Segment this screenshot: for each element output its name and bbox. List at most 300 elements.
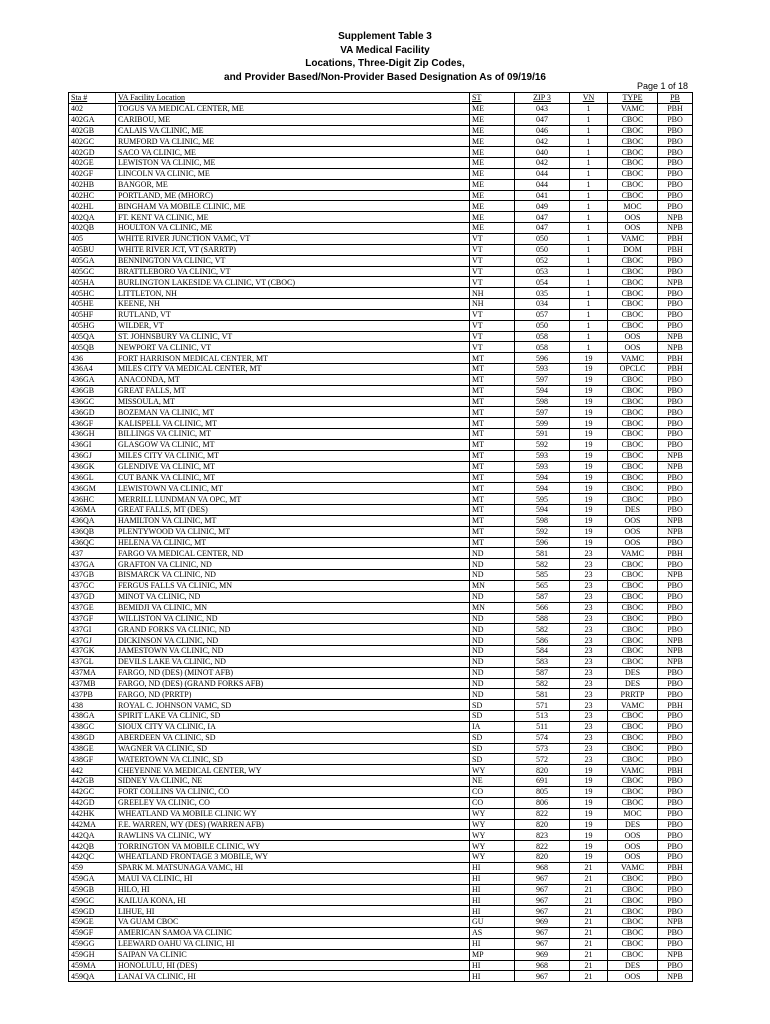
cell-station: 402GE: [69, 158, 116, 169]
cell-state: ME: [470, 136, 515, 147]
cell-pb: PBO: [658, 299, 693, 310]
table-row: [69, 537, 693, 548]
cell-facility: SPARK M. MATSUNAGA VAMC, HI: [116, 862, 470, 873]
cell-zip3: 592: [515, 440, 570, 451]
cell-pb: PBO: [658, 808, 693, 819]
cell-zip3: 583: [515, 656, 570, 667]
cell-pb: PBO: [658, 667, 693, 678]
cell-facility: GRAND FORKS VA CLINIC, ND: [116, 624, 470, 635]
cell-station: 405HC: [69, 288, 116, 299]
cell-pb: PBO: [658, 830, 693, 841]
cell-station: 459GD: [69, 906, 116, 917]
cell-state: ND: [470, 667, 515, 678]
cell-facility: BENNINGTON VA CLINIC, VT: [116, 255, 470, 266]
cell-station: 436GH: [69, 429, 116, 440]
cell-vn: 23: [570, 656, 608, 667]
cell-type: CBOC: [608, 895, 658, 906]
cell-zip3: 035: [515, 288, 570, 299]
cell-zip3: 823: [515, 830, 570, 841]
cell-station: 438GF: [69, 754, 116, 765]
cell-type: CBOC: [608, 407, 658, 418]
cell-state: HI: [470, 960, 515, 971]
cell-type: DES: [608, 678, 658, 689]
cell-zip3: 050: [515, 233, 570, 244]
cell-type: OOS: [608, 852, 658, 863]
cell-state: HI: [470, 895, 515, 906]
cell-type: CBOC: [608, 797, 658, 808]
facility-table: [68, 92, 693, 982]
cell-type: MOC: [608, 808, 658, 819]
cell-zip3: 058: [515, 342, 570, 353]
cell-vn: 1: [570, 223, 608, 234]
cell-state: IA: [470, 721, 515, 732]
table-row: [69, 971, 693, 982]
cell-pb: NPB: [658, 917, 693, 928]
cell-facility: CARIBOU, ME: [116, 114, 470, 125]
table-row: [69, 255, 693, 266]
cell-pb: NPB: [658, 971, 693, 982]
cell-station: 405QA: [69, 331, 116, 342]
cell-facility: MAUI VA CLINIC, HI: [116, 873, 470, 884]
cell-station: 437: [69, 548, 116, 559]
cell-pb: PBO: [658, 505, 693, 516]
table-row: [69, 732, 693, 743]
cell-facility: WHEATLAND FRONTAGE 3 MOBILE, WY: [116, 852, 470, 863]
cell-station: 437GF: [69, 613, 116, 624]
cell-vn: 23: [570, 591, 608, 602]
cell-state: ND: [470, 678, 515, 689]
cell-station: 437GC: [69, 580, 116, 591]
cell-zip3: 597: [515, 374, 570, 385]
cell-vn: 1: [570, 125, 608, 136]
cell-type: OOS: [608, 830, 658, 841]
cell-type: CBOC: [608, 873, 658, 884]
cell-pb: PBH: [658, 353, 693, 364]
cell-zip3: 967: [515, 971, 570, 982]
table-row: [69, 364, 693, 375]
cell-pb: NPB: [658, 646, 693, 657]
cell-state: NH: [470, 299, 515, 310]
cell-pb: PBH: [658, 364, 693, 375]
cell-station: 442QB: [69, 841, 116, 852]
cell-vn: 23: [570, 548, 608, 559]
cell-state: SD: [470, 711, 515, 722]
cell-facility: MERRILL LUNDMAN VA OPC, MT: [116, 494, 470, 505]
cell-state: SD: [470, 743, 515, 754]
cell-station: 436A4: [69, 364, 116, 375]
cell-type: CBOC: [608, 440, 658, 451]
cell-zip3: 593: [515, 450, 570, 461]
cell-station: 436GD: [69, 407, 116, 418]
table-row: [69, 114, 693, 125]
cell-zip3: 571: [515, 700, 570, 711]
cell-pb: PBO: [658, 895, 693, 906]
cell-facility: ANACONDA, MT: [116, 374, 470, 385]
table-row: [69, 960, 693, 971]
cell-facility: F.E. WARREN, WY (DES) (WARREN AFB): [116, 819, 470, 830]
table-row: [69, 776, 693, 787]
cell-type: CBOC: [608, 309, 658, 320]
cell-zip3: 593: [515, 364, 570, 375]
cell-facility: SAIPAN VA CLINIC: [116, 949, 470, 960]
cell-station: 436GC: [69, 396, 116, 407]
table-row: [69, 505, 693, 516]
cell-station: 442GC: [69, 787, 116, 798]
cell-vn: 23: [570, 646, 608, 657]
cell-type: CBOC: [608, 179, 658, 190]
cell-zip3: 572: [515, 754, 570, 765]
cell-facility: SPIRIT LAKE VA CLINIC, SD: [116, 711, 470, 722]
cell-state: MT: [470, 461, 515, 472]
cell-station: 438: [69, 700, 116, 711]
cell-facility: RAWLINS VA CLINIC, WY: [116, 830, 470, 841]
cell-station: 442: [69, 765, 116, 776]
table-row: [69, 927, 693, 938]
cell-vn: 1: [570, 233, 608, 244]
cell-pb: PBH: [658, 244, 693, 255]
cell-type: CBOC: [608, 580, 658, 591]
cell-pb: NPB: [658, 515, 693, 526]
cell-state: MT: [470, 385, 515, 396]
cell-station: 437GL: [69, 656, 116, 667]
cell-vn: 1: [570, 277, 608, 288]
cell-vn: 23: [570, 689, 608, 700]
cell-vn: 19: [570, 472, 608, 483]
cell-facility: FORT HARRISON MEDICAL CENTER, MT: [116, 353, 470, 364]
cell-facility: AMERICAN SAMOA VA CLINIC: [116, 927, 470, 938]
cell-pb: PBO: [658, 255, 693, 266]
table-row: [69, 819, 693, 830]
table-row: [69, 440, 693, 451]
cell-pb: NPB: [658, 526, 693, 537]
cell-type: OOS: [608, 537, 658, 548]
cell-facility: WILLISTON VA CLINIC, ND: [116, 613, 470, 624]
cell-zip3: 573: [515, 743, 570, 754]
cell-type: CBOC: [608, 938, 658, 949]
cell-pb: PBO: [658, 494, 693, 505]
cell-station: 402GD: [69, 147, 116, 158]
cell-vn: 19: [570, 440, 608, 451]
cell-type: VAMC: [608, 700, 658, 711]
cell-pb: PBO: [658, 678, 693, 689]
cell-zip3: 598: [515, 396, 570, 407]
cell-pb: PBO: [658, 787, 693, 798]
table-row: [69, 158, 693, 169]
cell-vn: 19: [570, 797, 608, 808]
cell-facility: FARGO, ND (DES) (MINOT AFB): [116, 667, 470, 678]
cell-facility: MILES CITY VA MEDICAL CENTER, MT: [116, 364, 470, 375]
cell-zip3: 047: [515, 114, 570, 125]
cell-type: CBOC: [608, 158, 658, 169]
cell-vn: 1: [570, 114, 608, 125]
cell-pb: NPB: [658, 949, 693, 960]
table-row: [69, 385, 693, 396]
cell-station: 436QC: [69, 537, 116, 548]
cell-state: ND: [470, 624, 515, 635]
cell-type: DES: [608, 505, 658, 516]
cell-type: CBOC: [608, 711, 658, 722]
cell-state: ND: [470, 656, 515, 667]
cell-vn: 19: [570, 515, 608, 526]
cell-state: ME: [470, 125, 515, 136]
cell-state: HI: [470, 862, 515, 873]
table-row: [69, 580, 693, 591]
cell-zip3: 969: [515, 917, 570, 928]
table-row: [69, 591, 693, 602]
cell-vn: 19: [570, 483, 608, 494]
title-line-3: Locations, Three-Digit Zip Codes,: [305, 58, 465, 70]
cell-pb: PBH: [658, 548, 693, 559]
cell-state: SD: [470, 732, 515, 743]
table-row: [69, 862, 693, 873]
cell-vn: 19: [570, 396, 608, 407]
cell-state: ND: [470, 548, 515, 559]
table-row: [69, 895, 693, 906]
cell-facility: MISSOULA, MT: [116, 396, 470, 407]
cell-facility: BISMARCK VA CLINIC, ND: [116, 570, 470, 581]
table-row: [69, 461, 693, 472]
cell-facility: BEMIDJI VA CLINIC, MN: [116, 602, 470, 613]
title-line-2: VA Medical Facility: [340, 44, 430, 56]
cell-state: HI: [470, 873, 515, 884]
cell-state: NE: [470, 776, 515, 787]
table-header-row: [69, 93, 693, 104]
cell-zip3: 596: [515, 353, 570, 364]
cell-facility: LEWISTOWN VA CLINIC, MT: [116, 483, 470, 494]
cell-state: MT: [470, 472, 515, 483]
cell-type: OOS: [608, 212, 658, 223]
cell-vn: 1: [570, 255, 608, 266]
cell-station: 405QB: [69, 342, 116, 353]
cell-facility: GREAT FALLS, MT (DES): [116, 505, 470, 516]
cell-zip3: 587: [515, 591, 570, 602]
cell-facility: FARGO, ND (DES) (GRAND FORKS AFB): [116, 678, 470, 689]
cell-state: ND: [470, 689, 515, 700]
cell-zip3: 058: [515, 331, 570, 342]
cell-station: 402HL: [69, 201, 116, 212]
cell-station: 438GD: [69, 732, 116, 743]
cell-vn: 19: [570, 765, 608, 776]
table-row: [69, 190, 693, 201]
cell-vn: 19: [570, 808, 608, 819]
cell-zip3: 513: [515, 711, 570, 722]
cell-state: WY: [470, 819, 515, 830]
cell-vn: 1: [570, 309, 608, 320]
cell-facility: DEVILS LAKE VA CLINIC, ND: [116, 656, 470, 667]
cell-type: OOS: [608, 526, 658, 537]
cell-station: 459GB: [69, 884, 116, 895]
table-row: [69, 765, 693, 776]
cell-station: 436GF: [69, 418, 116, 429]
cell-state: SD: [470, 700, 515, 711]
cell-facility: BANGOR, ME: [116, 179, 470, 190]
table-row: [69, 711, 693, 722]
cell-state: MT: [470, 353, 515, 364]
table-row: [69, 689, 693, 700]
cell-state: ME: [470, 179, 515, 190]
cell-zip3: 596: [515, 537, 570, 548]
cell-type: CBOC: [608, 949, 658, 960]
cell-vn: 19: [570, 830, 608, 841]
cell-facility: WHEATLAND VA MOBILE CLINIC WY: [116, 808, 470, 819]
table-row: [69, 917, 693, 928]
cell-state: ME: [470, 103, 515, 114]
cell-zip3: 967: [515, 927, 570, 938]
cell-vn: 23: [570, 624, 608, 635]
cell-zip3: 574: [515, 732, 570, 743]
cell-pb: PBO: [658, 873, 693, 884]
cell-state: WY: [470, 852, 515, 863]
cell-state: MN: [470, 580, 515, 591]
cell-pb: PBO: [658, 852, 693, 863]
table-row: [69, 646, 693, 657]
cell-station: 437GI: [69, 624, 116, 635]
cell-pb: PBO: [658, 136, 693, 147]
cell-zip3: 050: [515, 320, 570, 331]
cell-vn: 19: [570, 429, 608, 440]
cell-vn: 1: [570, 168, 608, 179]
cell-type: CBOC: [608, 461, 658, 472]
cell-state: NH: [470, 288, 515, 299]
cell-pb: PBO: [658, 624, 693, 635]
cell-facility: FT. KENT VA CLINIC, ME: [116, 212, 470, 223]
table-row: [69, 168, 693, 179]
cell-pb: NPB: [658, 635, 693, 646]
cell-state: ND: [470, 559, 515, 570]
cell-zip3: 805: [515, 787, 570, 798]
cell-station: 459GF: [69, 927, 116, 938]
cell-station: 442GB: [69, 776, 116, 787]
cell-station: 402QA: [69, 212, 116, 223]
table-row: [69, 201, 693, 212]
cell-vn: 21: [570, 971, 608, 982]
cell-zip3: 591: [515, 429, 570, 440]
cell-pb: PBO: [658, 819, 693, 830]
cell-zip3: 967: [515, 938, 570, 949]
table-row: [69, 483, 693, 494]
cell-station: 442HK: [69, 808, 116, 819]
cell-zip3: 565: [515, 580, 570, 591]
cell-zip3: 581: [515, 548, 570, 559]
cell-pb: PBO: [658, 938, 693, 949]
table-row: [69, 602, 693, 613]
table-row: [69, 299, 693, 310]
cell-zip3: 585: [515, 570, 570, 581]
cell-station: 436QA: [69, 515, 116, 526]
cell-state: MT: [470, 537, 515, 548]
cell-vn: 1: [570, 136, 608, 147]
cell-facility: CALAIS VA CLINIC, ME: [116, 125, 470, 136]
table-row: [69, 320, 693, 331]
cell-zip3: 050: [515, 244, 570, 255]
cell-station: 402QB: [69, 223, 116, 234]
cell-zip3: 042: [515, 158, 570, 169]
cell-facility: ABERDEEN VA CLINIC, SD: [116, 732, 470, 743]
cell-pb: NPB: [658, 461, 693, 472]
cell-vn: 23: [570, 635, 608, 646]
cell-vn: 1: [570, 158, 608, 169]
cell-pb: PBO: [658, 711, 693, 722]
cell-facility: LIHUE, HI: [116, 906, 470, 917]
cell-station: 405GC: [69, 266, 116, 277]
cell-station: 437GJ: [69, 635, 116, 646]
cell-state: ND: [470, 570, 515, 581]
cell-facility: LINCOLN VA CLINIC, ME: [116, 168, 470, 179]
table-row: [69, 743, 693, 754]
cell-zip3: 592: [515, 526, 570, 537]
cell-station: 438GA: [69, 711, 116, 722]
cell-station: 436GJ: [69, 450, 116, 461]
cell-station: 436GL: [69, 472, 116, 483]
cell-state: ND: [470, 635, 515, 646]
cell-vn: 19: [570, 374, 608, 385]
cell-pb: PBO: [658, 472, 693, 483]
cell-type: CBOC: [608, 147, 658, 158]
table-row: [69, 721, 693, 732]
cell-station: 459GA: [69, 873, 116, 884]
table-row: [69, 233, 693, 244]
cell-state: VT: [470, 309, 515, 320]
table-row: [69, 147, 693, 158]
table-row: [69, 613, 693, 624]
cell-pb: PBO: [658, 537, 693, 548]
cell-pb: PBO: [658, 396, 693, 407]
cell-state: ME: [470, 114, 515, 125]
cell-vn: 19: [570, 418, 608, 429]
cell-station: 402GA: [69, 114, 116, 125]
cell-type: CBOC: [608, 114, 658, 125]
cell-zip3: 047: [515, 212, 570, 223]
cell-vn: 19: [570, 461, 608, 472]
cell-station: 402GC: [69, 136, 116, 147]
cell-facility: WATERTOWN VA CLINIC, SD: [116, 754, 470, 765]
cell-pb: PBO: [658, 884, 693, 895]
cell-vn: 1: [570, 299, 608, 310]
cell-facility: GREELEY VA CLINIC, CO: [116, 797, 470, 808]
cell-station: 438GC: [69, 721, 116, 732]
cell-zip3: 057: [515, 309, 570, 320]
cell-state: VT: [470, 244, 515, 255]
header-sta: Sta #: [69, 93, 116, 104]
cell-state: MT: [470, 440, 515, 451]
cell-station: 436GA: [69, 374, 116, 385]
table-row: [69, 906, 693, 917]
cell-vn: 1: [570, 201, 608, 212]
cell-vn: 19: [570, 841, 608, 852]
cell-type: VAMC: [608, 233, 658, 244]
cell-vn: 21: [570, 949, 608, 960]
cell-station: 402HC: [69, 190, 116, 201]
cell-pb: NPB: [658, 223, 693, 234]
cell-type: OOS: [608, 971, 658, 982]
cell-zip3: 053: [515, 266, 570, 277]
cell-zip3: 582: [515, 678, 570, 689]
table-row: [69, 884, 693, 895]
header-zip3: ZIP 3: [515, 93, 570, 104]
cell-station: 438GE: [69, 743, 116, 754]
table-row: [69, 678, 693, 689]
table-row: [69, 808, 693, 819]
cell-station: 436MA: [69, 505, 116, 516]
cell-facility: RUMFORD VA CLINIC, ME: [116, 136, 470, 147]
cell-zip3: 581: [515, 689, 570, 700]
table-body: [69, 103, 693, 981]
cell-zip3: 595: [515, 494, 570, 505]
table-row: [69, 787, 693, 798]
cell-zip3: 691: [515, 776, 570, 787]
cell-zip3: 822: [515, 808, 570, 819]
cell-pb: PBO: [658, 732, 693, 743]
